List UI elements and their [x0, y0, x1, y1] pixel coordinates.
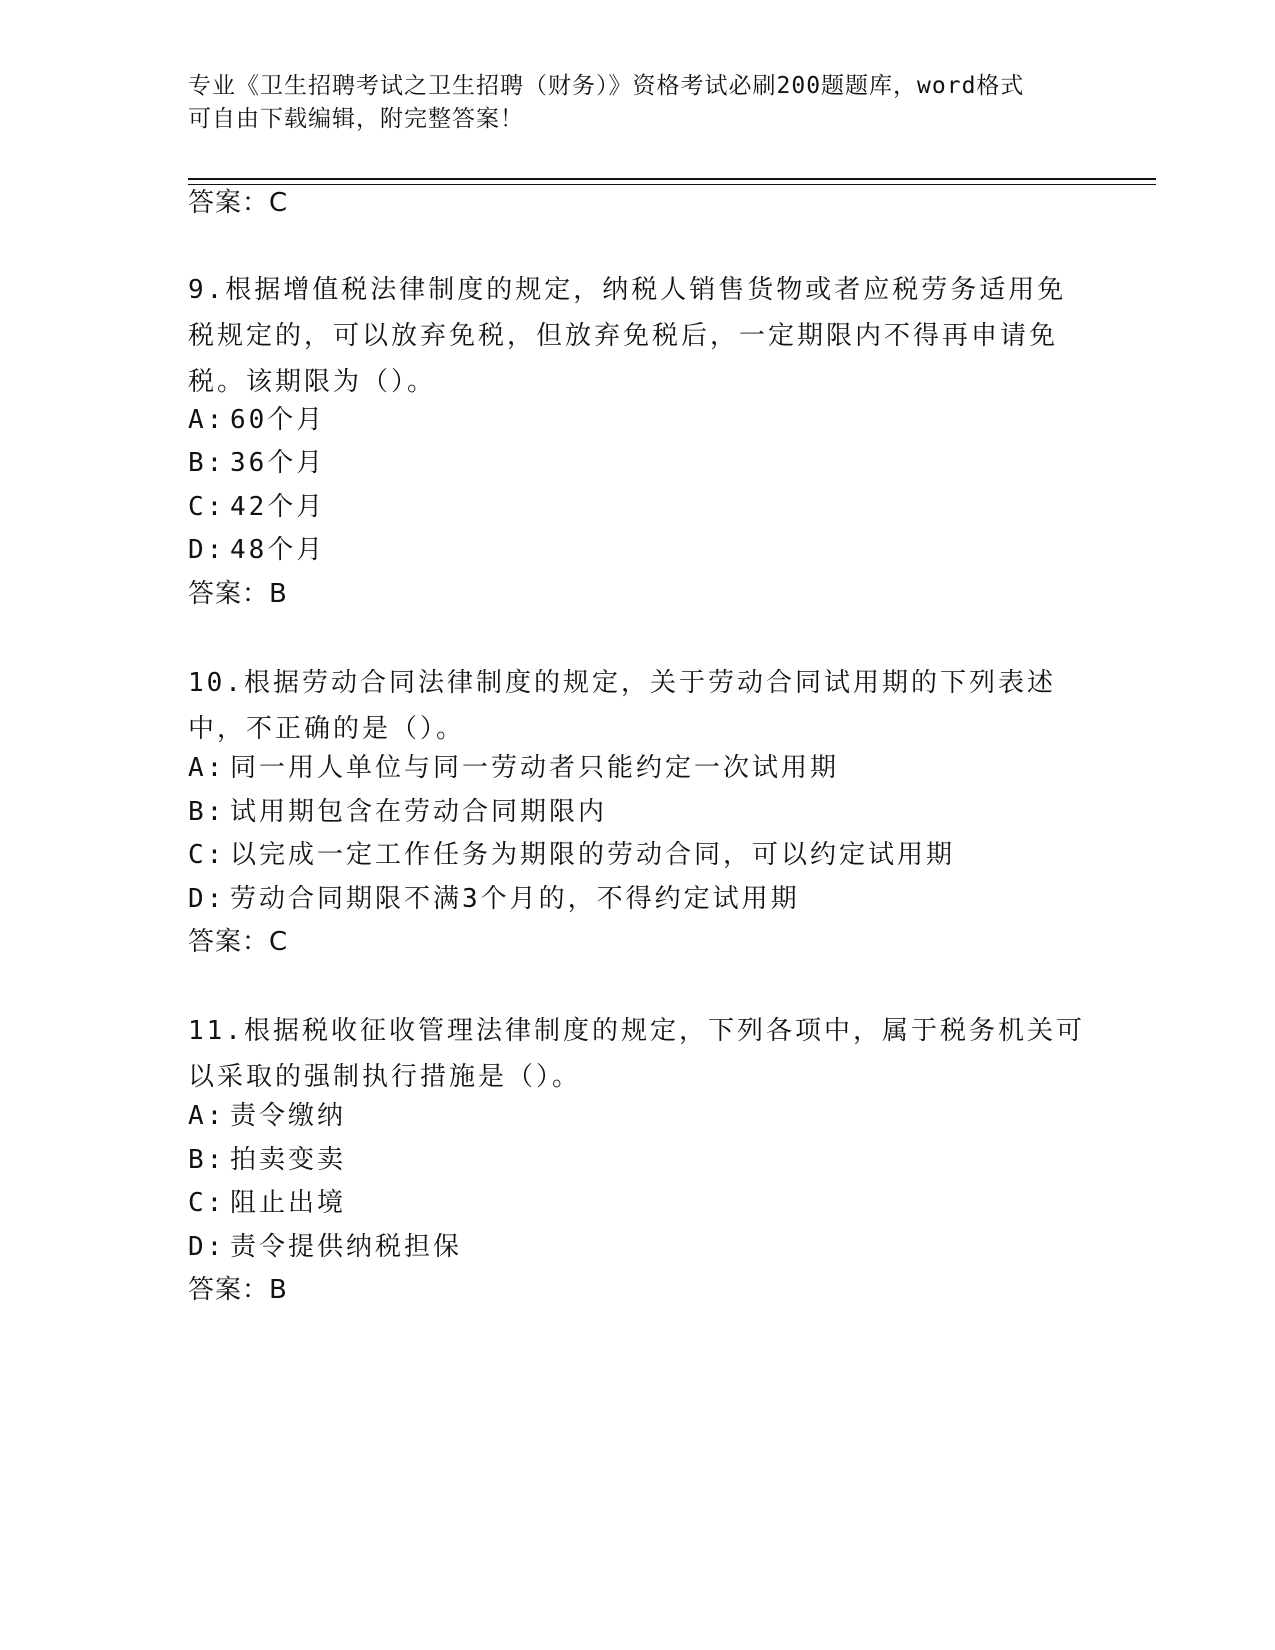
option-letter: B:	[188, 448, 226, 478]
question-10-option-c	[188, 838, 955, 872]
option-text: 48个月	[230, 535, 326, 565]
option-text: 42个月	[230, 492, 326, 522]
question-9-answer: 答案：B	[188, 579, 288, 609]
question-11-option-c	[188, 1186, 346, 1220]
option-letter: D:	[188, 1232, 226, 1262]
question-9-option-c	[188, 490, 325, 524]
question-11-option-a	[188, 1099, 346, 1133]
option-letter: D:	[188, 535, 226, 565]
header-rule-thin	[188, 184, 1156, 185]
option-letter: C:	[188, 492, 226, 522]
option-letter: B:	[188, 797, 226, 827]
question-11-text: 11.根据税收征收管理法律制度的规定，下列各项中，属于税务机关可以采取的强制执行措施是（）。	[188, 1016, 1085, 1092]
option-letter: C:	[188, 840, 226, 870]
header-rule-thick	[188, 178, 1156, 180]
option-text: 责令缴纳	[230, 1101, 347, 1131]
question-11-option-d	[188, 1230, 462, 1264]
option-text: 责令提供纳税担保	[230, 1232, 463, 1262]
question-9-option-d	[188, 533, 325, 567]
question-10-option-a	[188, 751, 839, 785]
question-9-text: 9.根据增值税法律制度的规定，纳税人销售货物或者应税劳务适用免税规定的，可以放弃免税，但放弃免税后，一定期限内不得再申请免税。该期限为（）。	[188, 275, 1067, 397]
option-text: 劳动合同期限不满3个月的，不得约定试用期	[230, 884, 800, 914]
option-letter: D:	[188, 884, 226, 914]
answer-previous: 答案：C	[188, 188, 289, 218]
option-text: 试用期包含在劳动合同期限内	[230, 797, 608, 827]
option-letter: A:	[188, 1101, 226, 1131]
option-text: 同一用人单位与同一劳动者只能约定一次试用期	[230, 753, 840, 783]
question-10-option-b	[188, 795, 607, 829]
option-letter: C:	[188, 1188, 226, 1218]
option-letter: A:	[188, 753, 226, 783]
question-10-text: 10.根据劳动合同法律制度的规定，关于劳动合同试用期的下列表述中，不正确的是（）。	[188, 668, 1056, 744]
question-10-option-d	[188, 882, 800, 916]
header-title-line1: 专业《卫生招聘考试之卫生招聘（财务）》资格考试必刷200题题库，word格式	[188, 73, 1025, 99]
question-9-option-a	[188, 403, 325, 437]
option-letter: A:	[188, 405, 226, 435]
document-header	[188, 70, 1068, 136]
option-text: 60个月	[230, 405, 326, 435]
question-11-answer: 答案：B	[188, 1275, 288, 1305]
option-letter: B:	[188, 1145, 226, 1175]
option-text: 以完成一定工作任务为期限的劳动合同，可以约定试用期	[230, 840, 956, 870]
option-text: 36个月	[230, 448, 326, 478]
question-9-option-b	[188, 446, 325, 480]
option-text: 拍卖变卖	[230, 1145, 347, 1175]
option-text: 阻止出境	[230, 1188, 347, 1218]
question-11-option-b	[188, 1143, 346, 1177]
header-title-line2: 可自由下载编辑，附完整答案！	[188, 106, 524, 132]
question-10-answer: 答案：C	[188, 927, 289, 957]
